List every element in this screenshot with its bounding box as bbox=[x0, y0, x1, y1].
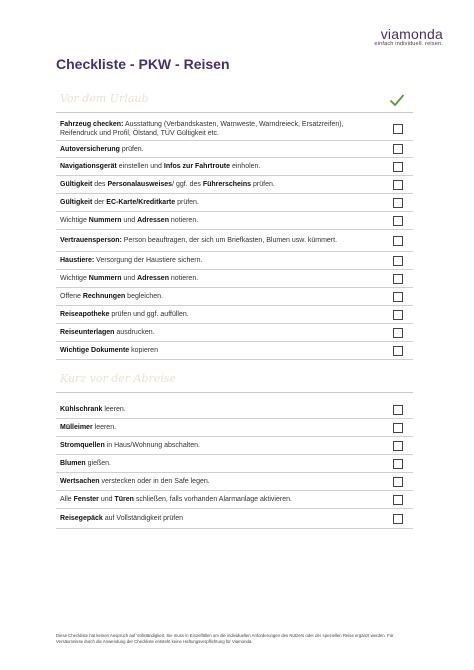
item-bold-text: Vertrauensperson: bbox=[60, 237, 122, 244]
item-text: und bbox=[98, 496, 115, 503]
logo-tagline: einfach individuell. reisen. bbox=[374, 41, 443, 47]
item-bold-text: Haustiere: bbox=[60, 257, 95, 264]
checkbox[interactable] bbox=[393, 256, 403, 266]
item-text: Offene bbox=[60, 293, 83, 300]
item-bold-text: Blumen bbox=[60, 460, 86, 467]
section-title: Kurz vor der Abreise bbox=[60, 372, 176, 385]
checklist-item-text bbox=[56, 423, 365, 432]
item-bold-text: Nummern bbox=[88, 217, 122, 224]
checklist-item-text bbox=[56, 145, 365, 154]
checklist-row bbox=[56, 437, 413, 455]
checklist-row bbox=[56, 176, 413, 194]
item-text: Wichtige bbox=[60, 275, 89, 282]
page-title: Checkliste - PKW - Reisen bbox=[56, 56, 230, 72]
item-text: notieren. bbox=[168, 217, 199, 224]
item-bold-text: Fenster bbox=[73, 496, 99, 503]
item-bold-text: Wertsachen bbox=[60, 478, 100, 485]
checklist-row bbox=[56, 401, 413, 419]
item-bold-text: Führerscheins bbox=[202, 181, 252, 188]
item-bold-text: Autoversicherung bbox=[60, 145, 120, 153]
item-bold-text: Infos zur Fahrtroute bbox=[163, 163, 231, 170]
item-bold-text: Reiseunterlagen bbox=[60, 329, 115, 336]
item-text: begleichen. bbox=[125, 293, 163, 300]
footer-disclaimer: Diese Checkliste hat keinen Anspruch auf Vollständigkeit. Sie muss in Einzelfällen um die individuellen Anforderungen des Nutzers oder der speziellen Reise ergänzt werden. Für Versäumnisse durch die Anwendung der Checkliste entsteht keine Haftungsverpflichtung für Viamonda. bbox=[56, 633, 394, 644]
item-text: kopieren bbox=[129, 347, 158, 354]
checklist-row bbox=[56, 212, 413, 230]
item-bold-text: Fahrzeug checken: bbox=[60, 120, 124, 128]
checklist-row bbox=[56, 473, 413, 491]
item-bold-text: Türen bbox=[114, 496, 134, 503]
checkbox[interactable] bbox=[393, 514, 403, 524]
checklist-item-text bbox=[56, 256, 365, 265]
item-text: verstecken oder in den Safe legen. bbox=[99, 478, 210, 485]
item-bold-text: Navigationsgerät bbox=[60, 163, 117, 170]
item-text: prüfen. bbox=[251, 181, 275, 188]
checklist-row bbox=[56, 194, 413, 212]
checklist-row bbox=[56, 270, 413, 288]
item-text: leeren. bbox=[92, 424, 117, 431]
item-bold-text: Nummern bbox=[88, 275, 122, 282]
checkbox[interactable] bbox=[393, 236, 403, 246]
item-text: gießen. bbox=[85, 460, 111, 467]
item-bold-text: Stromquellen bbox=[60, 442, 105, 449]
checklist-item-text bbox=[56, 216, 365, 225]
checklist-item-text bbox=[56, 441, 365, 450]
item-text: Ausstattung (Verbandskasten, Warnweste, Warndreieck, Ersatzreifen), Reifendruck und Profil, Ölstand, TÜV Gültigkeit etc. bbox=[60, 120, 344, 137]
checklist-item-text bbox=[56, 292, 365, 301]
checklist-item-text bbox=[56, 180, 365, 189]
checklist-row bbox=[56, 141, 413, 158]
checklist-row bbox=[56, 342, 413, 360]
item-text: und bbox=[121, 275, 138, 282]
logo bbox=[343, 27, 443, 48]
checklist-item-text bbox=[56, 405, 365, 414]
checkbox[interactable] bbox=[393, 292, 403, 302]
item-bold-text: EC-Karte/Kreditkarte bbox=[106, 199, 176, 206]
checklist-item-text bbox=[56, 328, 365, 337]
checkbox[interactable] bbox=[393, 274, 403, 284]
checkbox[interactable] bbox=[393, 310, 403, 320]
item-bold-text: Kühlschrank bbox=[60, 406, 103, 413]
item-bold-text: Adressen bbox=[137, 275, 169, 282]
item-text: des bbox=[92, 181, 108, 188]
checkbox[interactable] bbox=[393, 162, 403, 172]
checklist-item-text bbox=[56, 310, 365, 319]
item-text: prüfen und ggf. auffüllen. bbox=[109, 311, 189, 318]
checkbox[interactable] bbox=[393, 459, 403, 469]
checkbox[interactable] bbox=[393, 405, 403, 415]
checklist-item-text bbox=[56, 120, 365, 138]
item-text: in Haus/Wohnung abschalten. bbox=[104, 442, 200, 449]
checklist-item-text bbox=[56, 236, 365, 245]
item-text: Person beauftragen, der sich um Briefkasten, Blumen usw. kümmert. bbox=[121, 237, 338, 244]
checklist-row bbox=[56, 117, 413, 141]
item-text: Wichtige bbox=[60, 217, 89, 224]
checklist-item-text bbox=[56, 274, 365, 283]
item-text: prüfen. bbox=[119, 145, 144, 153]
checklist-row bbox=[56, 419, 413, 437]
item-bold-text: Mülleimer bbox=[60, 424, 93, 431]
item-text: ausdrucken. bbox=[114, 329, 155, 336]
checklist-item-text bbox=[56, 459, 365, 468]
item-text: und bbox=[121, 217, 138, 224]
checkbox[interactable] bbox=[393, 423, 403, 433]
logo-name: viamonda bbox=[380, 26, 443, 42]
checkbox[interactable] bbox=[393, 180, 403, 190]
item-text: einholen. bbox=[230, 163, 261, 170]
item-bold-text: Gültigkeit bbox=[60, 181, 93, 188]
checkbox[interactable] bbox=[393, 441, 403, 451]
checkbox[interactable] bbox=[393, 346, 403, 356]
item-text: schließen, falls vorhanden Alarmanlage aktivieren. bbox=[133, 496, 292, 503]
checklist-row bbox=[56, 509, 413, 529]
item-text: Alle bbox=[60, 496, 74, 503]
checklist-row bbox=[56, 324, 413, 342]
item-text: der bbox=[92, 199, 107, 206]
checklist-row bbox=[56, 306, 413, 324]
checkbox[interactable] bbox=[393, 198, 403, 208]
checkbox[interactable] bbox=[393, 328, 403, 338]
item-text: / ggf. des bbox=[172, 181, 203, 188]
item-text: einstellen und bbox=[116, 163, 164, 170]
checklist-item-text bbox=[56, 514, 365, 523]
checklist-item-text bbox=[56, 477, 365, 486]
checklist-row bbox=[56, 252, 413, 270]
section-header-vor-dem-urlaub bbox=[56, 92, 413, 113]
section-header-kurz-vor-der-abreise bbox=[56, 372, 413, 393]
checklist-item-text bbox=[56, 198, 365, 207]
item-text: Versorgung der Haustiere sichern. bbox=[94, 257, 203, 264]
checklist-item-text bbox=[56, 495, 365, 504]
checkbox[interactable] bbox=[393, 144, 403, 154]
item-bold-text: Adressen bbox=[137, 217, 169, 224]
checklist-row bbox=[56, 230, 413, 252]
checkbox[interactable] bbox=[393, 477, 403, 487]
checklist-row bbox=[56, 288, 413, 306]
item-text: prüfen. bbox=[175, 199, 199, 206]
item-bold-text: Wichtige Dokumente bbox=[60, 347, 130, 354]
checklist-row bbox=[56, 158, 413, 176]
checkbox[interactable] bbox=[393, 124, 403, 134]
checkbox[interactable] bbox=[393, 216, 403, 226]
item-bold-text: Gültigkeit bbox=[60, 199, 93, 206]
checklist-item-text bbox=[56, 346, 365, 355]
item-text: auf Vollständigkeit prüfen bbox=[102, 515, 183, 522]
item-text: notieren. bbox=[168, 275, 199, 282]
item-bold-text: Personalausweises bbox=[107, 181, 173, 188]
checklist-row bbox=[56, 455, 413, 473]
checkbox[interactable] bbox=[393, 495, 403, 505]
checklist-row bbox=[56, 491, 413, 509]
checklist-item-text bbox=[56, 162, 365, 171]
item-bold-text: Reiseapotheke bbox=[60, 311, 110, 318]
section-title: Vor dem Urlaub bbox=[60, 92, 149, 105]
item-bold-text: Reisegepäck bbox=[60, 515, 103, 522]
checkmark-icon bbox=[389, 93, 405, 107]
item-bold-text: Rechnungen bbox=[82, 293, 126, 300]
item-text: leeren. bbox=[102, 406, 126, 413]
